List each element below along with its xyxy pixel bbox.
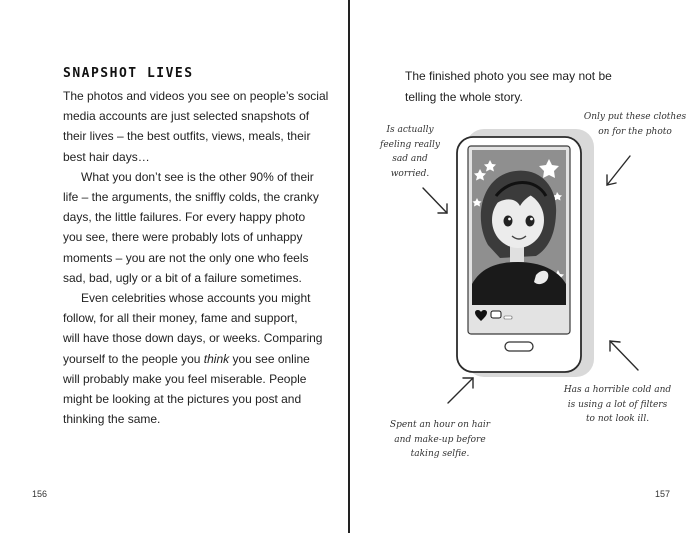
text-line: follow, for all their money, fame and support, (63, 311, 298, 326)
text-line: life – the arguments, the sniffly colds, the cranky (63, 190, 319, 205)
text-line: telling the whole story. (405, 90, 523, 104)
note-line: Only put these clothes (583, 112, 687, 122)
note-line: Has a horrible cold and (563, 385, 672, 395)
page-number-left: 156 (32, 489, 48, 499)
arrow-hair (448, 378, 473, 403)
page-number-right: 157 (655, 489, 671, 499)
text-line: media accounts are just selected snapshots of (63, 109, 310, 124)
note-line: Is actually (386, 125, 434, 135)
annotation-cold (550, 383, 685, 427)
text-line: Even celebrities whose accounts you might (81, 291, 311, 306)
note-line: to not look ill. (585, 414, 650, 424)
note-line: sad and (392, 154, 428, 164)
note-line: worried. (390, 168, 430, 179)
text-line: days, the little failures. For every happy photo (63, 210, 306, 225)
left-page (0, 0, 348, 533)
text-line: The photos and videos you see on people’s social (63, 89, 329, 103)
annotation-feeling (370, 123, 450, 181)
text-line (63, 349, 308, 369)
text-line: The finished photo you see may not be (405, 69, 612, 83)
text-line: will probably make you feel miserable. People (63, 371, 307, 386)
section-heading: SNAPSHOT LIVES (63, 66, 194, 81)
text-run: you see online (229, 351, 310, 366)
text-line: their lives – the best outfits, views, meals, their (63, 129, 311, 144)
emphasis-think: think (203, 351, 230, 366)
text-line: will have those down days, or weeks. Comparing (63, 331, 323, 346)
note-line: taking selfie. (410, 449, 470, 459)
arrow-clothes (607, 156, 630, 185)
text-line: What you don’t see is the other 90% of their (81, 169, 314, 184)
annotation-hair (380, 418, 500, 462)
note-line: is using a lot of filters (567, 399, 668, 410)
right-page (350, 0, 700, 533)
annotation-clothes (575, 110, 695, 139)
note-line: and make-up before (394, 434, 486, 445)
text-line: you see, there were probably lots of unhappy (63, 230, 303, 245)
note-line: feeling really (380, 139, 440, 150)
arrow-cold (610, 341, 638, 370)
text-line: might be looking at the pictures you post and (63, 392, 302, 407)
text-line: moments – you are not the only one who feels (63, 250, 309, 265)
arrow-feeling (423, 188, 447, 213)
note-line: on for the photo (598, 126, 672, 137)
text-line: sad, bad, ugly or a bit of a failure sometimes. (63, 270, 302, 285)
note-line: Spent an hour on hair (389, 420, 491, 430)
text-line: best hair days… (63, 149, 150, 164)
text-line: thinking the same. (63, 412, 161, 427)
text-run: yourself to the people you (63, 351, 204, 366)
body-text (63, 86, 329, 429)
